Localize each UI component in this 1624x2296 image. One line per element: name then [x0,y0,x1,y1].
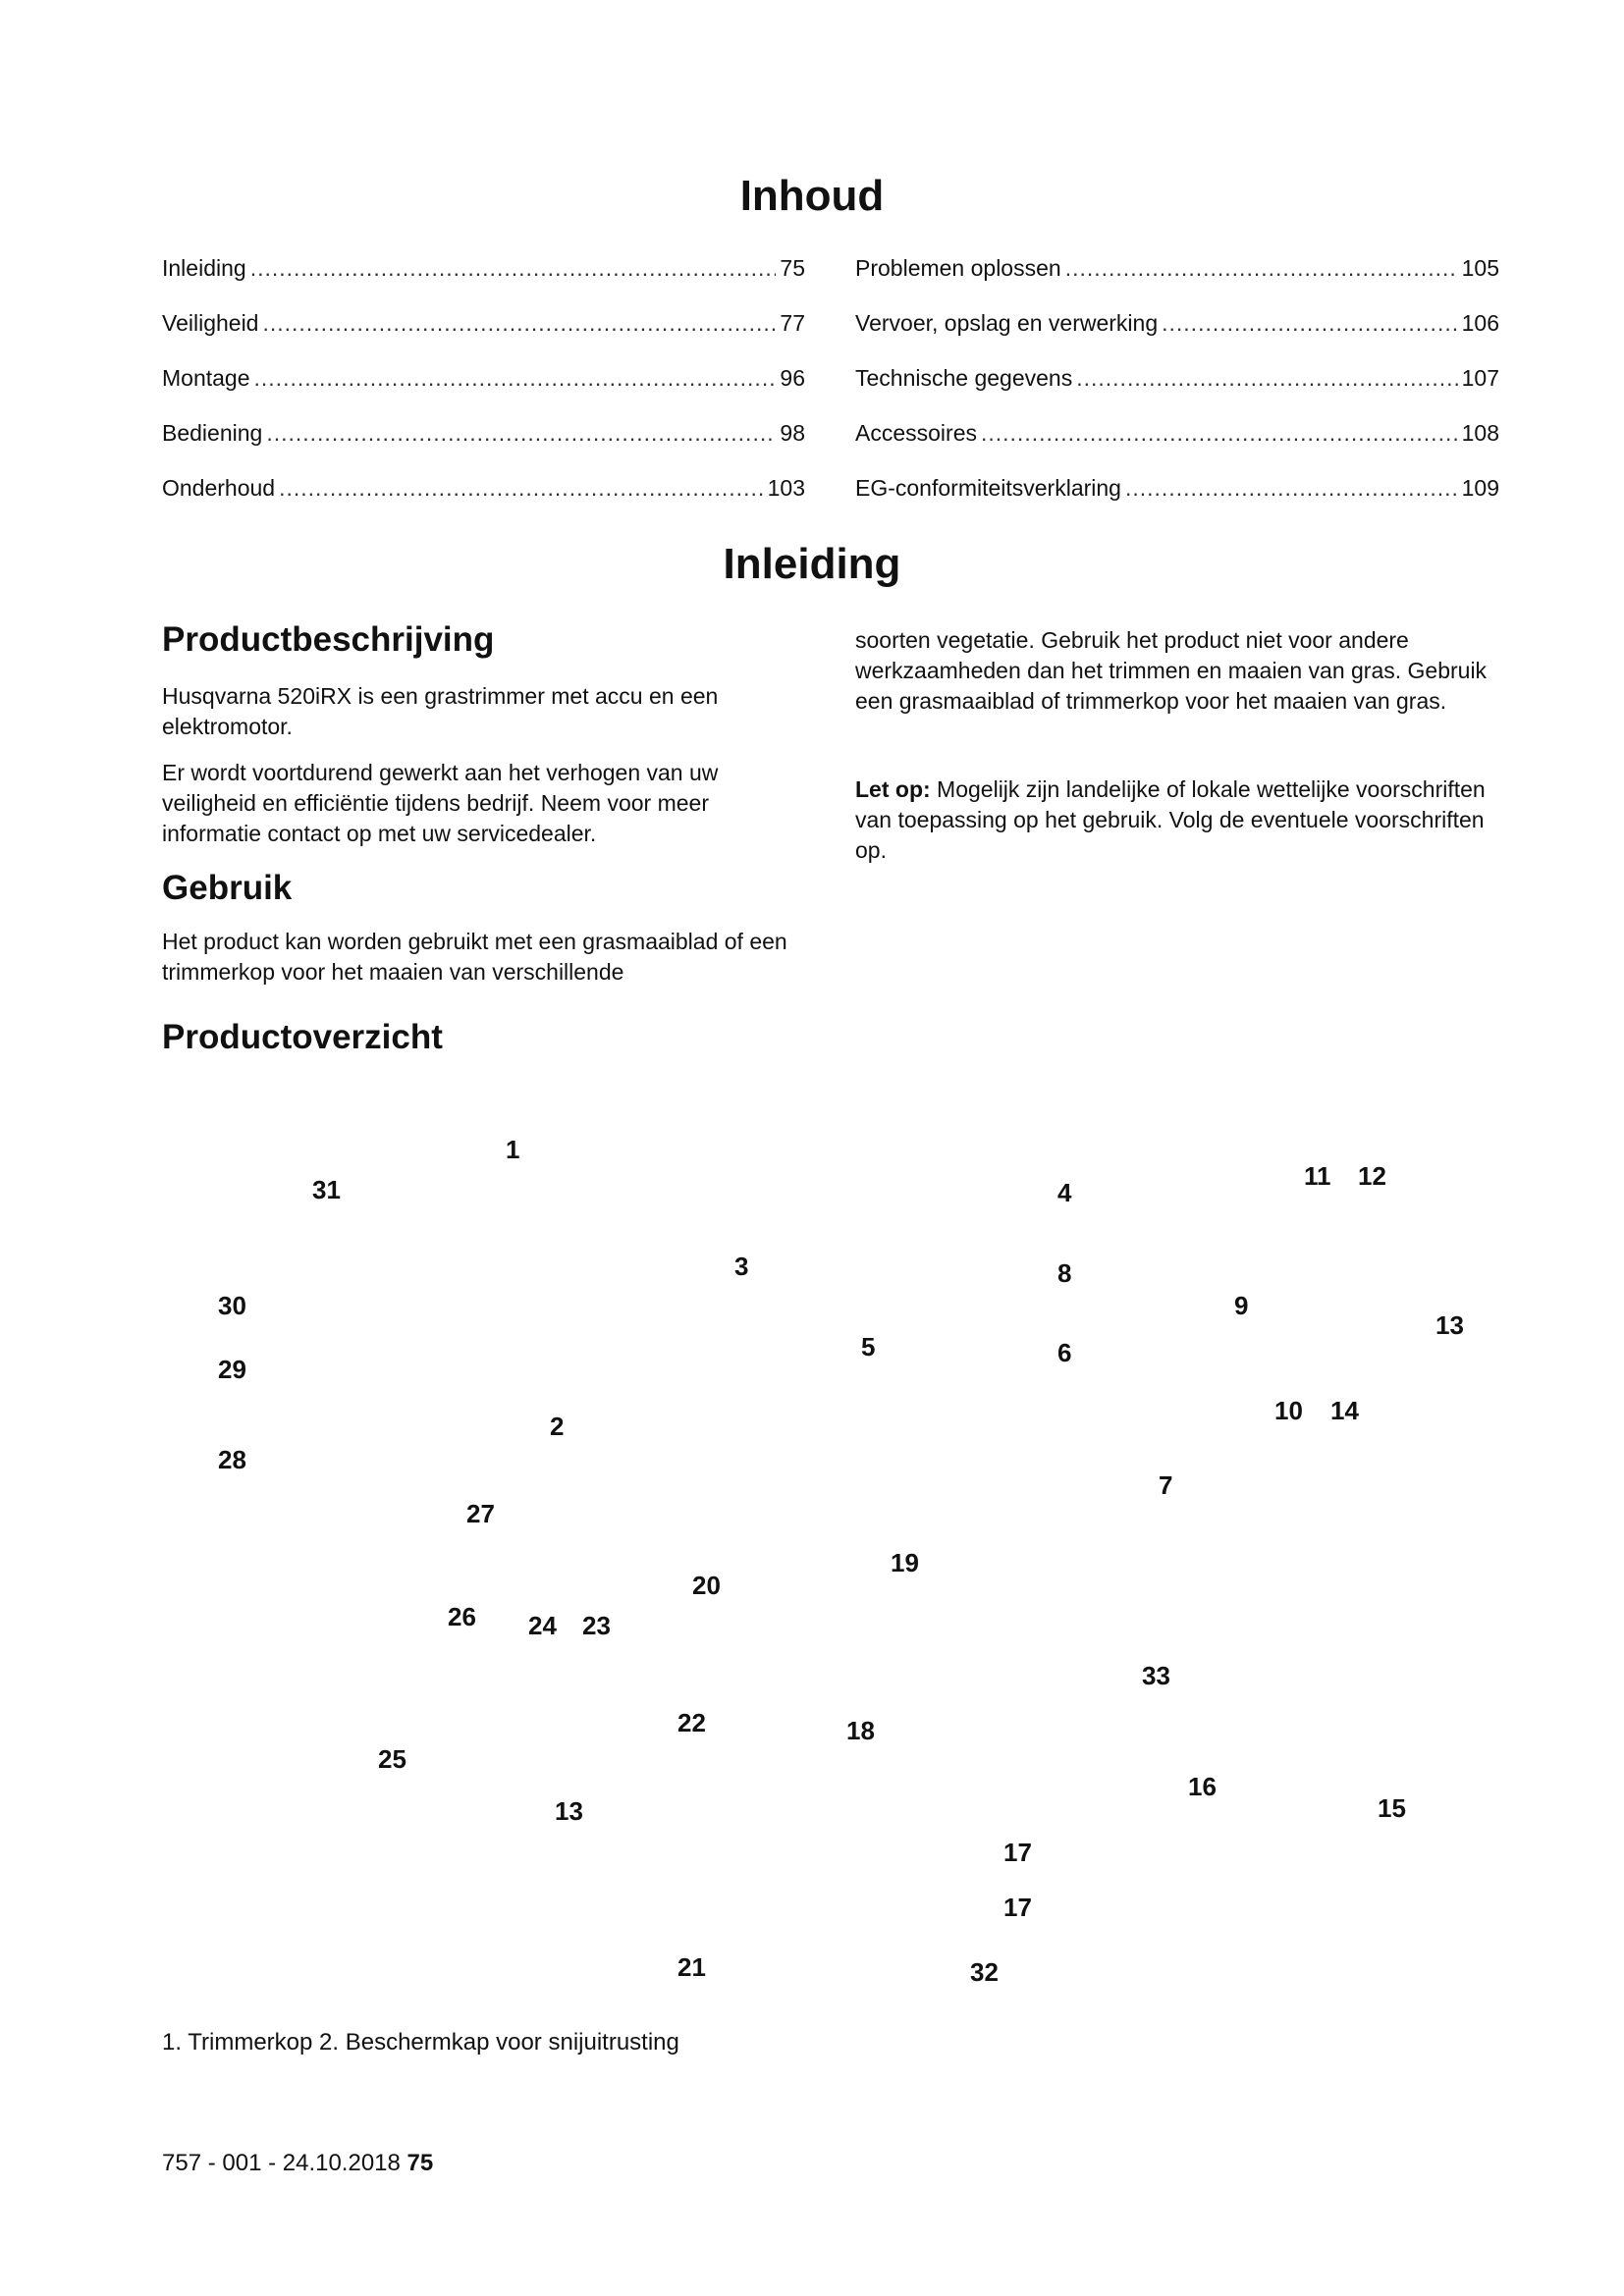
callout-label: 10 [1274,1396,1303,1425]
callout-label: 30 [218,1291,246,1320]
callout-label: 33 [1142,1661,1170,1690]
heading-productoverzicht: Productoverzicht [162,1018,443,1056]
toc-dot-leader [981,418,1458,448]
toc-entry-page: 77 [780,310,805,336]
callout-label: 1 [506,1135,520,1164]
section-title-inleiding: Inleiding [723,540,901,588]
callout-label: 14 [1330,1396,1359,1425]
toc-left-column [162,253,805,528]
toc-dot-leader [250,253,777,283]
toc-entry[interactable] [855,473,1499,528]
callout-label: 11 [1304,1161,1331,1191]
callout-label: 3 [734,1252,749,1281]
callout-label: 23 [582,1611,611,1640]
toc-entry-label: Accessoires [855,420,977,446]
figure-caption: 1. Trimmerkop 2. Beschermkap voor snijuitrusting [162,2029,679,2056]
callout-label: 31 [312,1175,341,1204]
callout-label: 6 [1057,1338,1072,1367]
callout-label: 12 [1358,1161,1386,1191]
toc-dot-leader [266,418,776,448]
callout-label: 17 [1003,1893,1032,1922]
page-footer [162,2150,433,2177]
toc-dot-leader [1162,308,1458,338]
callout-label: 9 [1234,1291,1249,1320]
heading-gebruik: Gebruik [162,869,293,907]
callout-label: 13 [555,1796,583,1826]
toc-entry-page: 107 [1461,365,1499,391]
toc-entry-page: 98 [780,420,805,446]
toc-entry-page: 109 [1461,475,1499,501]
callout-label: 19 [891,1548,919,1577]
toc-entry[interactable] [162,363,805,418]
callout-label: 4 [1057,1178,1072,1207]
callout-label: 13 [1435,1310,1464,1340]
callout-label: 5 [861,1332,876,1362]
callout-label: 21 [677,1952,706,1982]
toc-dot-leader [1125,473,1458,503]
callout-label: 16 [1188,1772,1217,1801]
toc-entry[interactable] [162,473,805,528]
toc-entry-page: 103 [767,475,805,501]
toc-entry-page: 108 [1461,420,1499,446]
toc-entry[interactable] [855,308,1499,363]
toc-dot-leader [279,473,764,503]
callout-label: 7 [1159,1470,1173,1500]
toc-dot-leader [1065,253,1458,283]
callout-label: 32 [970,1957,999,1987]
footer-doc-ref: 757 - 001 - 24.10.2018 [162,2150,401,2176]
callout-label: 26 [448,1602,476,1631]
toc-dot-leader [1076,363,1457,393]
toc-entry-label: Onderhoud [162,475,276,501]
toc-entry-page: 75 [780,255,805,281]
toc-entry-page: 96 [780,365,805,391]
callout-label: 2 [550,1412,565,1441]
callout-label: 25 [378,1744,406,1774]
note-label: Let op: [855,776,931,802]
toc-entry-label: Problemen oplossen [855,255,1061,281]
callout-label: 28 [218,1445,246,1474]
toc-entry-label: EG-conformiteitsverklaring [855,475,1121,501]
toc-entry-label: Veiligheid [162,310,259,336]
toc-right-column [855,253,1499,528]
callout-label: 24 [528,1611,557,1640]
callout-label: 18 [846,1716,875,1745]
toc-entry[interactable] [162,308,805,363]
toc-entry-label: Inleiding [162,255,246,281]
toc-title: Inhoud [739,172,885,220]
paragraph-product-description: Husqvarna 520iRX is een grastrimmer met accu en een elektromotor. [162,683,719,739]
callout-label: 29 [218,1355,246,1384]
toc-entry-label: Technische gegevens [855,365,1073,391]
toc-entry-label: Vervoer, opslag en verwerking [855,310,1159,336]
heading-productbeschrijving: Productbeschrijving [162,620,495,659]
callout-label: 22 [677,1708,706,1737]
toc-entry[interactable] [855,363,1499,418]
callout-label: 20 [692,1571,721,1600]
toc-entry[interactable] [855,253,1499,308]
paragraph-use-left: Het product kan worden gebruikt met een grasmaaiblad of een trimmerkop voor het maaien van verschillende [162,929,787,985]
footer-page-number: 75 [406,2150,434,2176]
toc-entry[interactable] [162,418,805,473]
paragraph-use-right: soorten vegetatie. Gebruik het product niet voor andere werkzaamheden dan het trimmen en maaien van gras. Gebruik een grasmaaiblad of trimmerkop voor het maaien van gras. [855,627,1488,714]
paragraph-safety-efficiency: Er wordt voortdurend gewerkt aan het verhogen van uw veiligheid en efficiëntie tijdens bedrijf. Neem voor meer informatie contact op met uw servicedealer. [162,760,719,846]
callout-label: 27 [466,1499,495,1528]
note-text: Mogelijk zijn landelijke of lokale wettelijke voorschriften van toepassing op het gebruik. Volg de eventuele voorschriften op. [855,776,1486,863]
toc-entry-label: Bediening [162,420,263,446]
toc-entry-label: Montage [162,365,250,391]
toc-entry[interactable] [855,418,1499,473]
toc-dot-leader [254,363,777,393]
callout-label: 17 [1003,1838,1032,1867]
callout-label: 15 [1378,1793,1406,1823]
toc-entry-page: 105 [1461,255,1499,281]
toc-entry[interactable] [162,253,805,308]
toc-dot-leader [262,308,776,338]
toc-entry-page: 106 [1461,310,1499,336]
note-paragraph [855,774,1503,866]
callout-label: 8 [1057,1258,1072,1288]
